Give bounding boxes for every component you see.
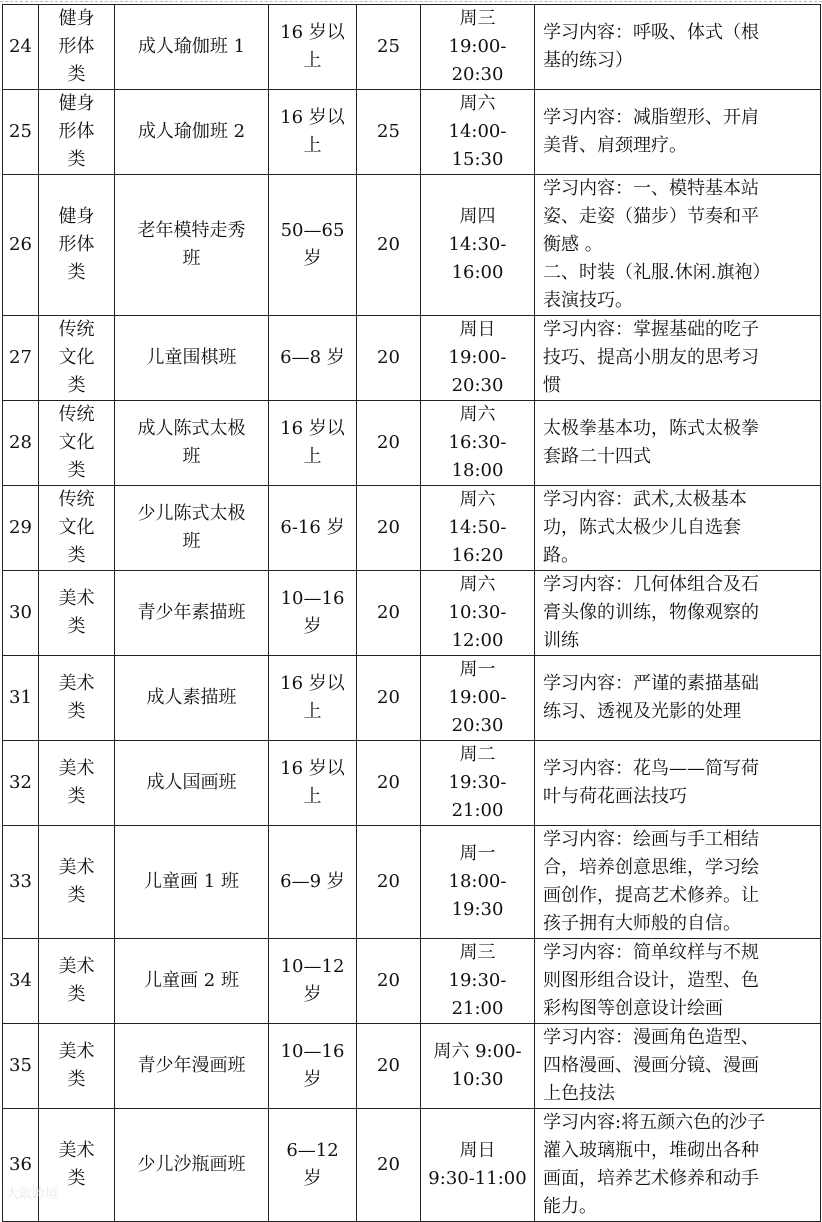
cell-number: 25	[3, 90, 39, 175]
cell-capacity: 20	[357, 939, 421, 1024]
cell-age: 10—16 岁	[269, 1024, 357, 1109]
cell-number: 26	[3, 175, 39, 316]
cell-age: 6-16 岁	[269, 486, 357, 571]
cell-schedule: 周三 19:30- 21:00	[421, 939, 535, 1024]
cell-description: 学习内容：绘画与手工相结 合，培养创意思维，学习绘 画创作，提高艺术修养。让 孩子拥有大师般的自信。	[535, 826, 821, 939]
cell-capacity: 25	[357, 5, 421, 90]
cell-number: 29	[3, 486, 39, 571]
cell-description: 学习内容：漫画角色造型、 四格漫画、漫画分镜、漫画 上色技法	[535, 1024, 821, 1109]
cell-course-name: 青少年漫画班	[115, 1024, 269, 1109]
cell-schedule: 周日 9:30-11:00	[421, 1109, 535, 1222]
cell-age: 16 岁以 上	[269, 401, 357, 486]
cell-description: 学习内容：呼吸、体式（根 基的练习）	[535, 5, 821, 90]
cell-course-name: 少儿沙瓶画班	[115, 1109, 269, 1222]
cell-capacity: 20	[357, 175, 421, 316]
table-row	[3, 175, 821, 316]
cell-schedule: 周六 14:50- 16:20	[421, 486, 535, 571]
cell-category: 美术 类	[39, 741, 115, 826]
table-row	[3, 939, 821, 1024]
course-table-body	[3, 5, 821, 1222]
cell-age: 10—16 岁	[269, 571, 357, 656]
cell-course-name: 儿童画 2 班	[115, 939, 269, 1024]
cell-number: 27	[3, 316, 39, 401]
cell-age: 16 岁以 上	[269, 656, 357, 741]
cell-description: 学习内容：一、模特基本站 姿、走姿（猫步）节奏和平 衡感 。 二、时装（礼服.休闲.旗袍） 表演技巧。	[535, 175, 821, 316]
table-row	[3, 5, 821, 90]
cell-capacity: 20	[357, 486, 421, 571]
cell-description: 学习内容：武术,太极基本 功，陈式太极少儿自选套 路。	[535, 486, 821, 571]
table-row	[3, 1109, 821, 1222]
table-row	[3, 571, 821, 656]
cell-description: 学习内容:将五颜六色的沙子 灌入玻璃瓶中，堆砌出各种 画面，培养艺术修养和动手 能力。	[535, 1109, 821, 1222]
cell-category: 美术 类	[39, 939, 115, 1024]
cell-number: 28	[3, 401, 39, 486]
cell-capacity: 20	[357, 1024, 421, 1109]
cell-number: 33	[3, 826, 39, 939]
cell-age: 50—65 岁	[269, 175, 357, 316]
cell-course-name: 老年模特走秀 班	[115, 175, 269, 316]
cell-number: 31	[3, 656, 39, 741]
table-row	[3, 316, 821, 401]
cell-category: 美术 类	[39, 571, 115, 656]
cell-category: 健身 形体 类	[39, 5, 115, 90]
cell-capacity: 20	[357, 571, 421, 656]
cell-schedule: 周六 16:30- 18:00	[421, 401, 535, 486]
cell-course-name: 成人瑜伽班 1	[115, 5, 269, 90]
watermark: 大敢跨境	[6, 1187, 59, 1202]
cell-schedule: 周一 19:00- 20:30	[421, 656, 535, 741]
cell-category: 美术 类	[39, 656, 115, 741]
cell-number: 36	[3, 1109, 39, 1222]
cell-schedule: 周三 19:00- 20:30	[421, 5, 535, 90]
cell-course-name: 成人陈式太极 班	[115, 401, 269, 486]
cell-category: 传统 文化 类	[39, 486, 115, 571]
table-row	[3, 656, 821, 741]
cell-capacity: 25	[357, 90, 421, 175]
cell-capacity: 20	[357, 826, 421, 939]
cell-course-name: 成人国画班	[115, 741, 269, 826]
cell-course-name: 成人素描班	[115, 656, 269, 741]
cell-description: 学习内容：简单纹样与不规 则图形组合设计，造型、色 彩构图等创意设计绘画	[535, 939, 821, 1024]
cell-capacity: 20	[357, 1109, 421, 1222]
cell-category: 健身 形体 类	[39, 175, 115, 316]
cell-schedule: 周六 9:00- 10:30	[421, 1024, 535, 1109]
cell-age: 6—8 岁	[269, 316, 357, 401]
cell-description: 学习内容：几何体组合及石 膏头像的训练，物像观察的 训练	[535, 571, 821, 656]
cell-capacity: 20	[357, 741, 421, 826]
table-row	[3, 826, 821, 939]
cell-age: 16 岁以 上	[269, 5, 357, 90]
cell-age: 16 岁以 上	[269, 90, 357, 175]
cell-capacity: 20	[357, 656, 421, 741]
cell-number: 35	[3, 1024, 39, 1109]
cell-age: 16 岁以 上	[269, 741, 357, 826]
cell-course-name: 少儿陈式太极 班	[115, 486, 269, 571]
cell-category: 美术 类	[39, 1109, 115, 1222]
cell-number: 34	[3, 939, 39, 1024]
cell-description: 学习内容：减脂塑形、开肩 美背、肩颈理疗。	[535, 90, 821, 175]
cell-description: 太极拳基本功，陈式太极拳 套路二十四式	[535, 401, 821, 486]
cell-capacity: 20	[357, 316, 421, 401]
cell-description: 学习内容：花鸟——简写荷 叶与荷花画法技巧	[535, 741, 821, 826]
cell-schedule: 周二 19:30- 21:00	[421, 741, 535, 826]
table-row	[3, 741, 821, 826]
cell-age: 10—12 岁	[269, 939, 357, 1024]
cell-category: 健身 形体 类	[39, 90, 115, 175]
cell-category: 美术 类	[39, 826, 115, 939]
cell-category: 传统 文化 类	[39, 401, 115, 486]
cell-age: 6—9 岁	[269, 826, 357, 939]
cell-number: 32	[3, 741, 39, 826]
table-row	[3, 401, 821, 486]
cell-number: 30	[3, 571, 39, 656]
cell-schedule: 周日 19:00- 20:30	[421, 316, 535, 401]
cell-schedule: 周六 10:30- 12:00	[421, 571, 535, 656]
table-row	[3, 1024, 821, 1109]
cell-schedule: 周六 14:00- 15:30	[421, 90, 535, 175]
table-row	[3, 90, 821, 175]
cell-schedule: 周一 18:00- 19:30	[421, 826, 535, 939]
cell-course-name: 儿童画 1 班	[115, 826, 269, 939]
cell-description: 学习内容：严谨的素描基础 练习、透视及光影的处理	[535, 656, 821, 741]
cell-description: 学习内容：掌握基础的吃子 技巧、提高小朋友的思考习 惯	[535, 316, 821, 401]
cell-category: 传统 文化 类	[39, 316, 115, 401]
course-table	[2, 4, 821, 1222]
cell-schedule: 周四 14:30- 16:00	[421, 175, 535, 316]
cell-course-name: 成人瑜伽班 2	[115, 90, 269, 175]
cell-age: 6—12 岁	[269, 1109, 357, 1222]
cell-course-name: 青少年素描班	[115, 571, 269, 656]
cell-course-name: 儿童围棋班	[115, 316, 269, 401]
cell-capacity: 20	[357, 401, 421, 486]
page-top-edge	[0, 1, 822, 2]
cell-number: 24	[3, 5, 39, 90]
table-row	[3, 486, 821, 571]
cell-category: 美术 类	[39, 1024, 115, 1109]
